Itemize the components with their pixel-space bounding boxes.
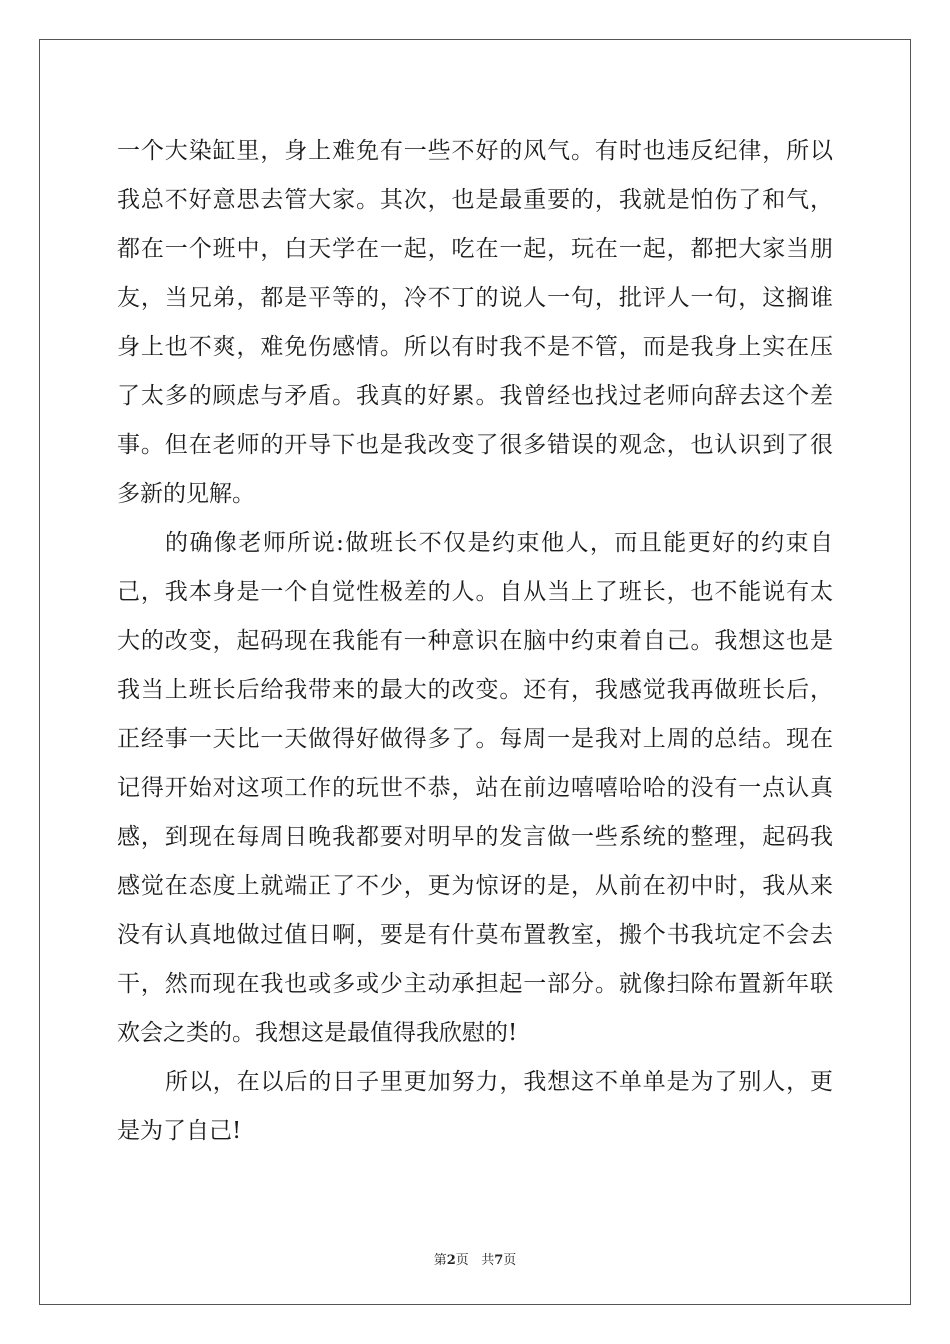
text-line: 记得开始对这项工作的玩世不恭，站在前边嘻嘻哈哈的没有一点认真 <box>117 775 833 801</box>
text-line: 了太多的顾虑与矛盾。我真的好累。我曾经也找过老师向辞去这个差 <box>117 383 833 409</box>
text-line: 所以，在以后的日子里更加努力，我想这不单单是为了别人，更 <box>165 1069 833 1095</box>
text-line: 感，到现在每周日晚我都要对明早的发言做一些系统的整理，起码我 <box>117 824 833 850</box>
text-line: 的确像老师所说:做班长不仅是约束他人，而且能更好的约束自 <box>165 530 833 556</box>
document-body <box>117 127 833 1156</box>
text-line: 多新的见解。 <box>117 481 255 507</box>
footer-total-prefix: 共 <box>481 1253 495 1268</box>
footer-page-suffix: 页 <box>455 1253 469 1268</box>
text-line: 没有认真地做过值日啊，要是有什莫布置教室，搬个书我坑定不会去 <box>117 922 833 948</box>
text-line: 正经事一天比一天做得好做得多了。每周一是我对上周的总结。现在 <box>117 726 833 752</box>
text-line: 一个大染缸里，身上难免有一些不好的风气。有时也违反纪律，所以 <box>117 138 833 164</box>
text-line: 身上也不爽，难免伤感情。所以有时我不是不管，而是我身上实在压 <box>117 334 833 360</box>
text-line: 己，我本身是一个自觉性极差的人。自从当上了班长，也不能说有太 <box>117 579 833 605</box>
page-footer <box>0 1249 950 1268</box>
footer-prefix: 第 <box>433 1253 447 1268</box>
text-line: 都在一个班中，白天学在一起，吃在一起，玩在一起，都把大家当朋 <box>117 236 833 262</box>
text-line: 感觉在态度上就端正了不少，更为惊讶的是，从前在初中时，我从来 <box>117 873 833 899</box>
total-pages-number: 7 <box>494 1253 504 1268</box>
text-line: 大的改变，起码现在我能有一种意识在脑中约束着自己。我想这也是 <box>117 628 833 654</box>
text-line: 欢会之类的。我想这是最值得我欣慰的! <box>117 1020 518 1046</box>
text-line: 是为了自己! <box>117 1118 242 1144</box>
text-line: 我总不好意思去管大家。其次，也是最重要的，我就是怕伤了和气， <box>117 187 833 213</box>
text-line: 干，然而现在我也或多或少主动承担起一部分。就像扫除布置新年联 <box>117 971 833 997</box>
current-page-number: 2 <box>446 1253 456 1268</box>
text-line: 友，当兄弟，都是平等的，冷不丁的说人一句，批评人一句，这搁谁 <box>117 285 833 311</box>
footer-total-suffix: 页 <box>503 1253 517 1268</box>
text-line: 我当上班长后给我带来的最大的改变。还有，我感觉我再做班长后， <box>117 677 833 703</box>
text-line: 事。但在老师的开导下也是我改变了很多错误的观念，也认识到了很 <box>117 432 833 458</box>
